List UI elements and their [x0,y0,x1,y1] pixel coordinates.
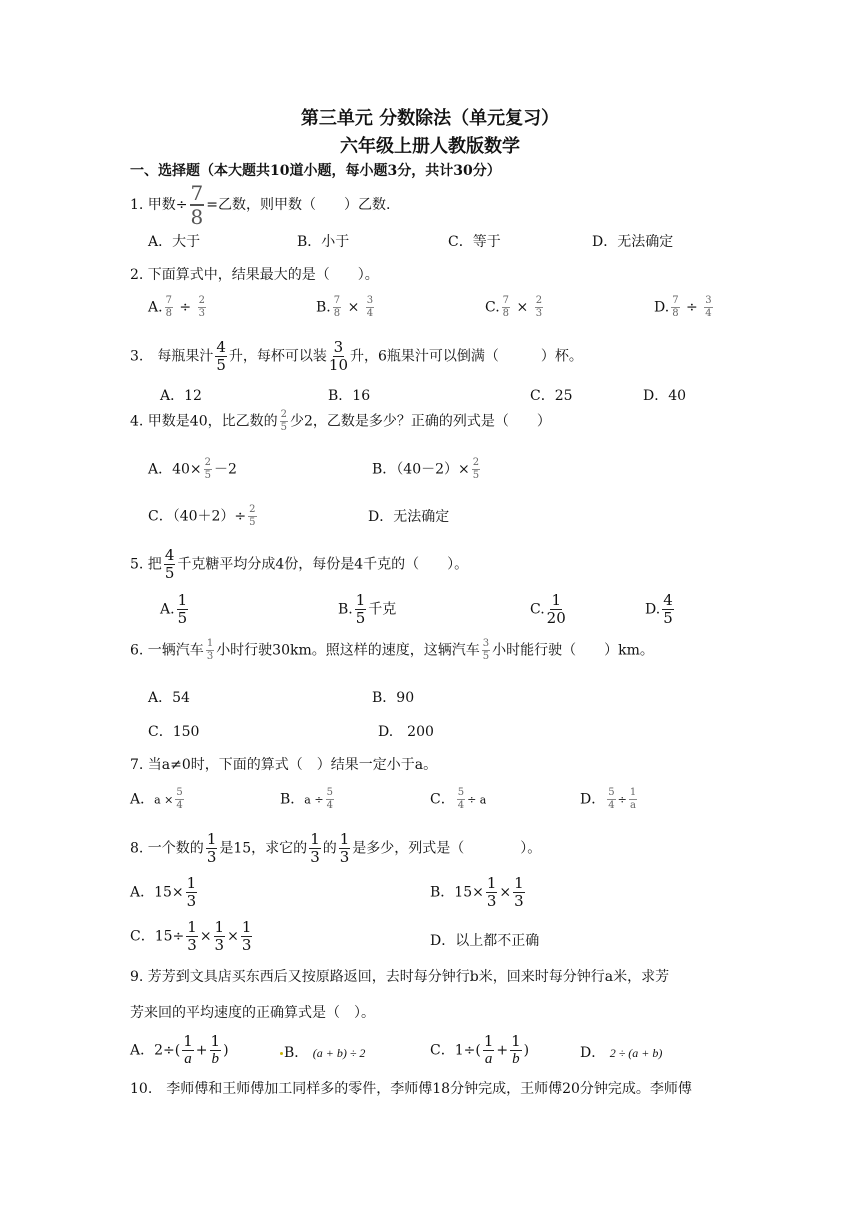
q6-option-d[interactable]: D. 200 [378,724,434,740]
q1-option-c[interactable]: C．等于 [448,234,501,250]
q1-option-b[interactable]: B．小于 [297,234,350,250]
q9-option-a[interactable]: A．2÷( $\frac{1}{a}$ + $\frac{1}{b}$ ) [130,1032,229,1067]
question-8: 8. 一个数的 $\frac{1}{3}$ 是15，求它的 $\frac{1}{3}$ 的 $\frac{1}{3}$ 是多少，列式是（ ）。 [130,830,542,866]
q5-option-a[interactable]: A. $\frac{1}{5}$ [160,591,188,627]
question-7: 7. 当a≠0时，下面的算式（ ）结果一定小于a。 [130,757,438,773]
question-2: 2. 下面算式中，结果最大的是（ ）。 [130,267,379,283]
q7-option-a[interactable]: A．a × $\frac{5}{4}$ [130,787,183,811]
q2-option-a[interactable]: A. $\frac{7}{8}$ ÷ $\frac{2}{3}$ [148,295,205,319]
q8-option-d[interactable]: D．以上都不正确 [430,933,540,949]
q3-option-d[interactable]: D．40 [643,388,687,404]
q7-option-b[interactable]: B．a ÷ $\frac{5}{4}$ [280,787,333,811]
q9-option-d[interactable]: D． 2 ÷ (a + b) [580,1045,663,1061]
q9-option-b[interactable]: B． (a + b) ÷ 2 [280,1042,365,1062]
q8-option-a[interactable]: A．15× $\frac{1}{3}$ [130,874,197,910]
q4-option-a[interactable]: A．40× $\frac{2}{5}$ －2 [148,457,237,481]
q1-text-b: =乙数，则甲数（ ）乙数. [206,197,391,213]
q1-option-a[interactable]: A．大于 [148,234,201,250]
section-heading: 一、选择题（本大题共10道小题，每小题3分，共计30分） [130,163,501,179]
q4-option-b[interactable]: B．（40－2）× $\frac{2}{5}$ [372,457,480,481]
question-5: 5. 把 $\frac{4}{5}$ 千克糖平均分成4份，每份是4千克的（ ）。 [130,546,469,582]
q4-option-d[interactable]: D．无法确定 [368,509,450,525]
q5-option-b[interactable]: B. $\frac{1}{5}$ 千克 [338,591,397,627]
q1-text-a: 1. 甲数÷ [130,197,188,213]
q6-option-c[interactable]: C．150 [148,724,200,740]
question-1 [130,183,390,227]
q8-option-b[interactable]: B．15× $\frac{1}{3}$ × $\frac{1}{3}$ [430,874,524,910]
q2-option-b[interactable]: B. $\frac{7}{8}$ × $\frac{3}{4}$ [316,295,374,319]
q2-option-d[interactable]: D. $\frac{7}{8}$ ÷ $\frac{3}{4}$ [654,295,712,319]
q2-option-c[interactable]: C. $\frac{7}{8}$ × $\frac{2}{3}$ [485,295,543,319]
q6-option-a[interactable]: A．54 [148,690,190,706]
q4-option-c[interactable]: C．（40＋2）÷ $\frac{2}{5}$ [148,504,256,528]
q3-option-c[interactable]: C．25 [530,388,573,404]
q7-option-d[interactable]: D． $\frac{5}{4}$ ÷ $\frac{1}{a}$ [580,787,637,811]
q1-option-d[interactable]: D．无法确定 [592,234,674,250]
question-9-line-2: 芳来回的平均速度的正确算式是（ ）。 [130,1005,375,1021]
question-9-line-1: 9. 芳芳到文具店买东西后又按原路返回，去时每分钟行b米，回来时每分钟行a米，求芳 [130,969,670,985]
q3-option-b[interactable]: B．16 [328,388,371,404]
q5-option-d[interactable]: D. $\frac{4}{5}$ [645,591,673,627]
q9-option-c[interactable]: C．1÷( $\frac{1}{a}$ + $\frac{1}{b}$ ) [430,1032,530,1067]
question-4: 4. 甲数是40，比乙数的 $\frac{2}{5}$ 少2，乙数是多少？正确的列式是（ ） [130,409,551,433]
marker-dot [280,1052,283,1055]
q3-option-a[interactable]: A．12 [160,388,202,404]
q8-option-c[interactable]: C．15÷ $\frac{1}{3}$ × $\frac{1}{3}$ × $\frac{1}{3}$ [130,918,252,954]
page-subtitle: 六年级上册人教版数学 [340,136,520,157]
page-title: 第三单元 分数除法（单元复习） [300,108,560,129]
question-6: 6. 一辆汽车 $\frac{1}{3}$ 小时行驶30km。照这样的速度，这辆汽车 $\frac{3}{5}$ 小时能行驶（ ）km。 [130,638,654,662]
question-10: 10. 李师傅和王师傅加工同样多的零件，李师傅18分钟完成，王师傅20分钟完成。李师傅 [130,1081,692,1097]
q1-fraction: $\frac{7}{8}$ [190,181,204,229]
q6-option-b[interactable]: B．90 [372,690,415,706]
question-3: 3. 每瓶果汁 $\frac{4}{5}$ 升，每杯可以装 $\frac{3}{10}$ 升，6瓶果汁可以倒满（ ）杯。 [130,338,583,374]
q7-option-c[interactable]: C． $\frac{5}{4}$ ÷ a [430,787,487,811]
q5-option-c[interactable]: C. $\frac{1}{20}$ [530,591,566,627]
